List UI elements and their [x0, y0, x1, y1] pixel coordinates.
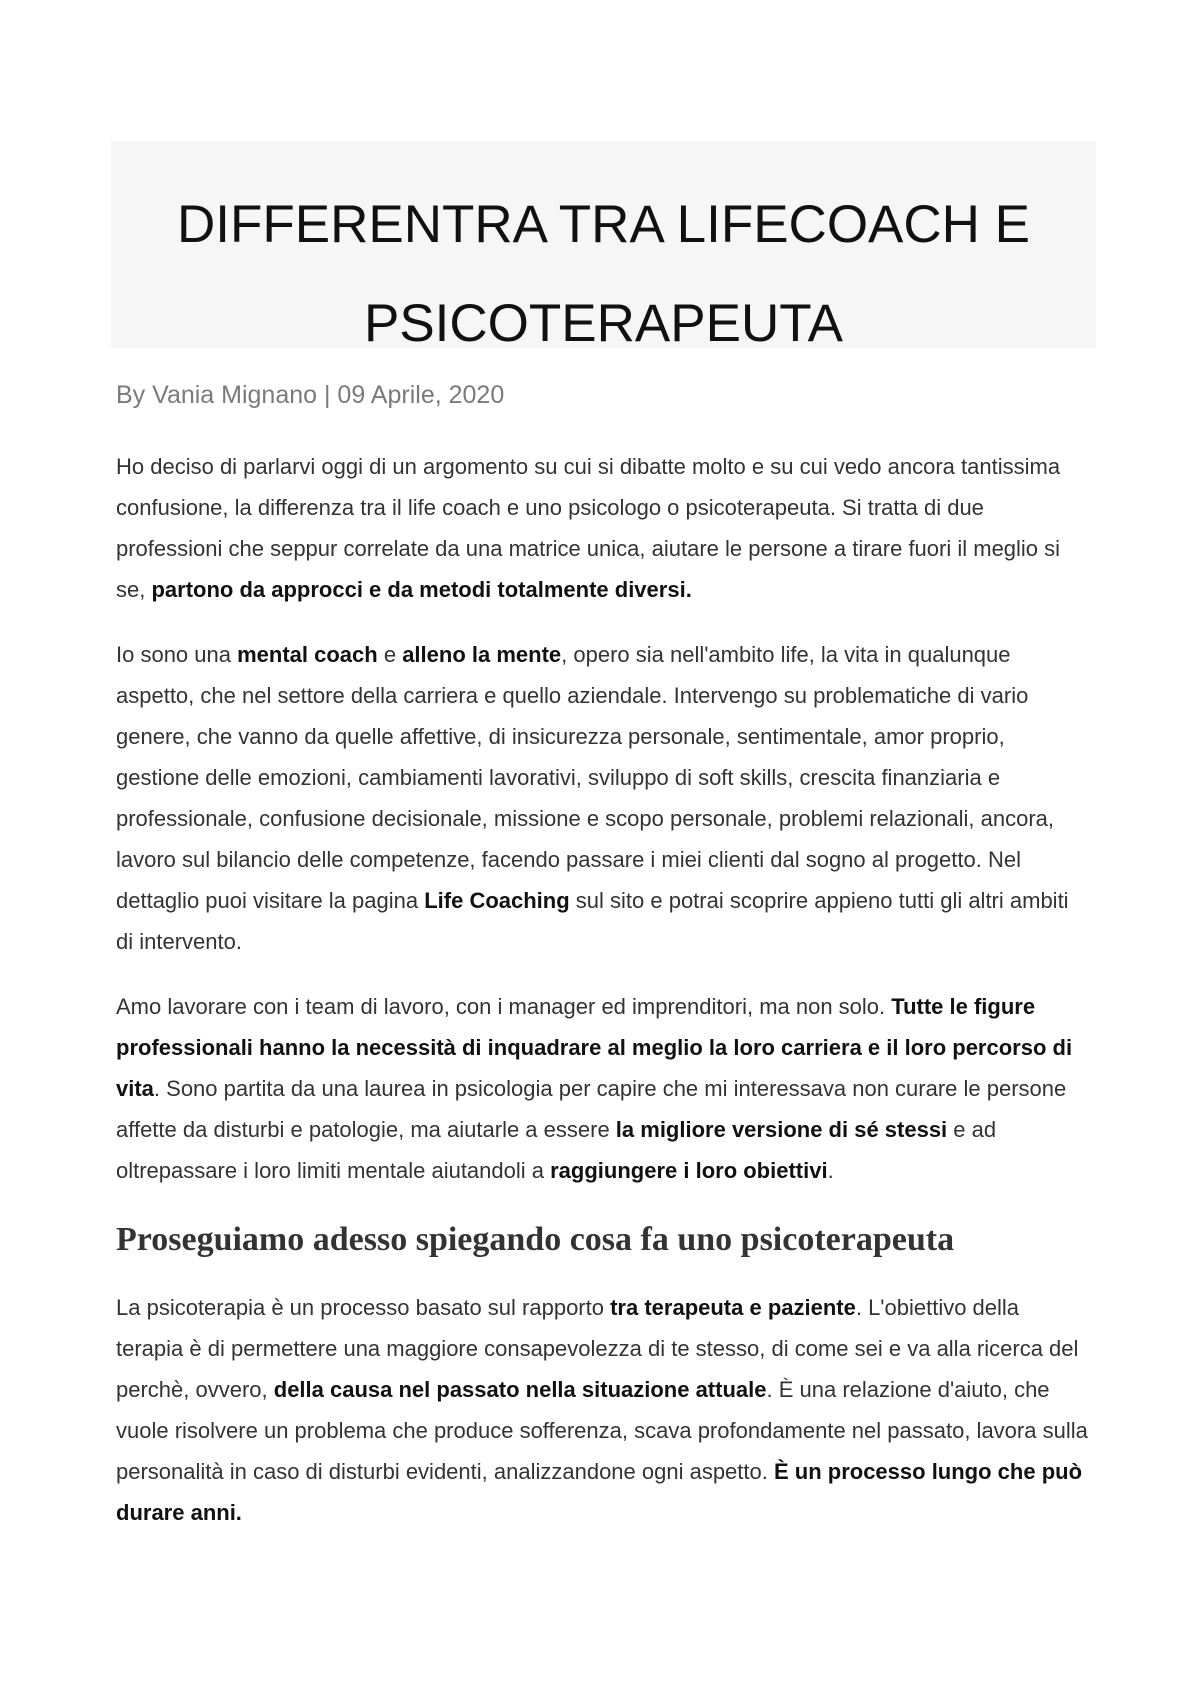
life-coaching-link[interactable]: Life Coaching — [424, 888, 570, 913]
text: . L'obiettivo della terapia è di permettere una maggiore consapevolezza di te stesso, di come sei e va alla ricerca del perchè, ovvero, — [116, 1295, 1079, 1402]
page-title — [111, 141, 1096, 373]
text: . — [827, 1158, 834, 1183]
page-title-line-1: DIFFERENTRA TRA LIFECOACH E — [176, 195, 1031, 254]
text: e — [377, 642, 403, 667]
emphasis: È un processo lungo che può durare anni. — [116, 1459, 1083, 1525]
emphasis: alleno la mente — [402, 642, 562, 667]
text: e ad oltrepassare i loro limiti mentale aiutandoli a — [116, 1117, 997, 1183]
paragraph-psicoterapia — [116, 1287, 1091, 1533]
emphasis: tra terapeuta e paziente — [610, 1295, 856, 1320]
emphasis: della causa nel passato nella situazione attuale — [273, 1377, 767, 1402]
emphasis: raggiungere i loro obiettivi — [550, 1158, 828, 1183]
text: La psicoterapia è un processo basato sul rapporto — [116, 1295, 611, 1320]
text: sul sito e potrai scoprire appieno tutti gli altri ambiti di intervento. — [116, 888, 1069, 954]
byline: By Vania Mignano | 09 Aprile, 2020 — [116, 381, 505, 409]
section-heading: Proseguiamo adesso spiegando cosa fa uno psicoterapeuta — [116, 1221, 955, 1258]
article-body — [116, 446, 1091, 1557]
paragraph-intro — [116, 446, 1091, 610]
text: Ho deciso di parlarvi oggi di un argomento su cui si dibatte molto e su cui vedo ancora tantissima confusione, la differenza tra il life coach e uno psicologo o psicoterapeuta. Si tratta di due professioni che seppur correlate da una matrice unica, aiutare le persone a tirare fuori il meglio si se, — [116, 454, 1061, 602]
paragraph-teams — [116, 986, 1091, 1191]
paragraph-mental-coach — [116, 634, 1091, 962]
emphasis: Tutte le figure professionali hanno la necessità di inquadrare al meglio la loro carriera e il loro percorso di vita — [116, 994, 1073, 1101]
text: . È una relazione d'aiuto, che vuole risolvere un problema che produce sofferenza, scava profondamente nel passato, lavora sulla personalità in caso di disturbi evidenti, analizzandone ogni aspetto. — [116, 1377, 1088, 1484]
page-title-line-2: PSICOTERAPEUTA — [363, 294, 844, 353]
emphasis: la migliore versione di sé stessi — [615, 1117, 948, 1142]
emphasis: partono da approcci e da metodi totalmente diversi. — [151, 577, 692, 602]
text: Io sono una — [116, 642, 238, 667]
text: Amo lavorare con i team di lavoro, con i manager ed imprenditori, ma non solo. — [116, 994, 892, 1019]
emphasis: mental coach — [237, 642, 378, 667]
title-banner — [111, 141, 1096, 353]
text: , opero sia nell'ambito life, la vita in qualunque aspetto, che nel settore della carriera e quello aziendale. Intervengo su problematiche di vario genere, che vanno da quelle affettive, di insicurezza personale, sentimentale, amor proprio, gestione delle emozioni, cambiamenti lavorativi, sviluppo di soft skills, crescita finanziaria e professionale, confusione decisionale, missione e scopo personale, problemi relazionali, ancora, lavoro sul bilancio delle competenze, facendo passare i miei clienti dal sogno al progetto. Nel dettaglio puoi visitare la pagina — [116, 642, 1054, 913]
text: . Sono partita da una laurea in psicologia per capire che mi interessava non curare le persone affette da disturbi e patologie, ma aiutarle a essere — [116, 1076, 1067, 1142]
